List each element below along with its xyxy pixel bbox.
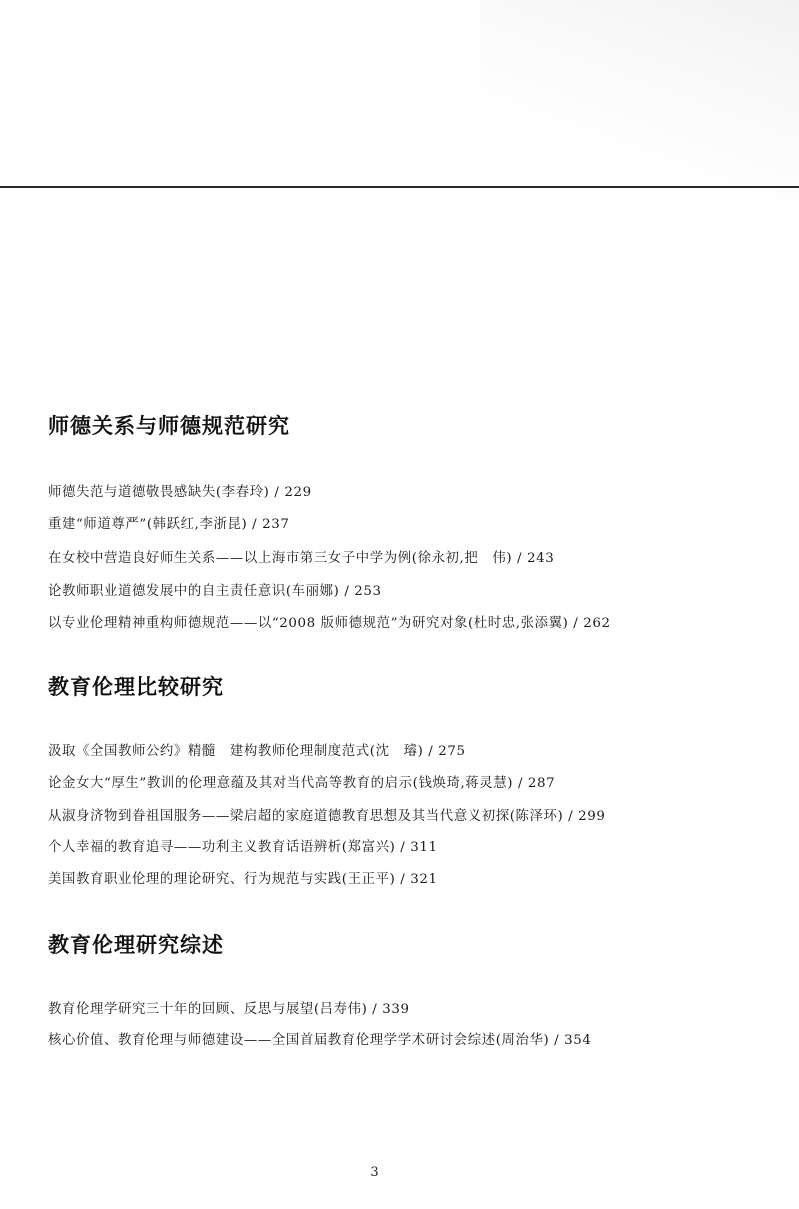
- section-title-teacher-ethics-norms: 师德关系与师德规范研究: [48, 414, 290, 438]
- toc-entry: 在女校中营造良好师生关系——以上海市第三女子中学为例(徐永初,把 伟) / 243: [48, 551, 555, 566]
- toc-entry: 以专业伦理精神重构师德规范——以“2008 版师德规范”为研究对象(杜时忠,张添翼) / 262: [48, 616, 611, 631]
- toc-entry: 师德失范与道德敬畏感缺失(李春玲) / 229: [48, 485, 312, 500]
- toc-entry: 重建“师道尊严”(韩跃红,李浙昆) / 237: [48, 517, 290, 532]
- section-title-research-review: 教育伦理研究综述: [48, 933, 224, 957]
- toc-entry: 论教师职业道德发展中的自主责任意识(车丽娜) / 253: [48, 584, 382, 599]
- scan-shading: [480, 0, 799, 200]
- toc-entry: 教育伦理学研究三十年的回顾、反思与展望(吕寿伟) / 339: [48, 1002, 410, 1017]
- toc-entry: 美国教育职业伦理的理论研究、行为规范与实践(王正平) / 321: [48, 872, 438, 887]
- header-rule: [0, 186, 799, 188]
- toc-entry: 个人幸福的教育追寻——功利主义教育话语辨析(郑富兴) / 311: [48, 840, 438, 855]
- toc-entry: 从淑身济物到眷祖国服务——梁启超的家庭道德教育思想及其当代意义初探(陈泽环) / 299: [48, 809, 606, 824]
- toc-entry: 核心价值、教育伦理与师德建设——全国首届教育伦理学学术研讨会综述(周治华) / 354: [48, 1033, 592, 1048]
- toc-entry: 汲取《全国教师公约》精髓 建构教师伦理制度范式(沈 璿) / 275: [48, 744, 466, 759]
- toc-entry: 论金女大“厚生”教训的伦理意蕴及其对当代高等教育的启示(钱焕琦,蒋灵慧) / 287: [48, 776, 556, 791]
- section-title-comparative-ethics: 教育伦理比较研究: [48, 675, 224, 699]
- page-number: 3: [370, 1165, 379, 1180]
